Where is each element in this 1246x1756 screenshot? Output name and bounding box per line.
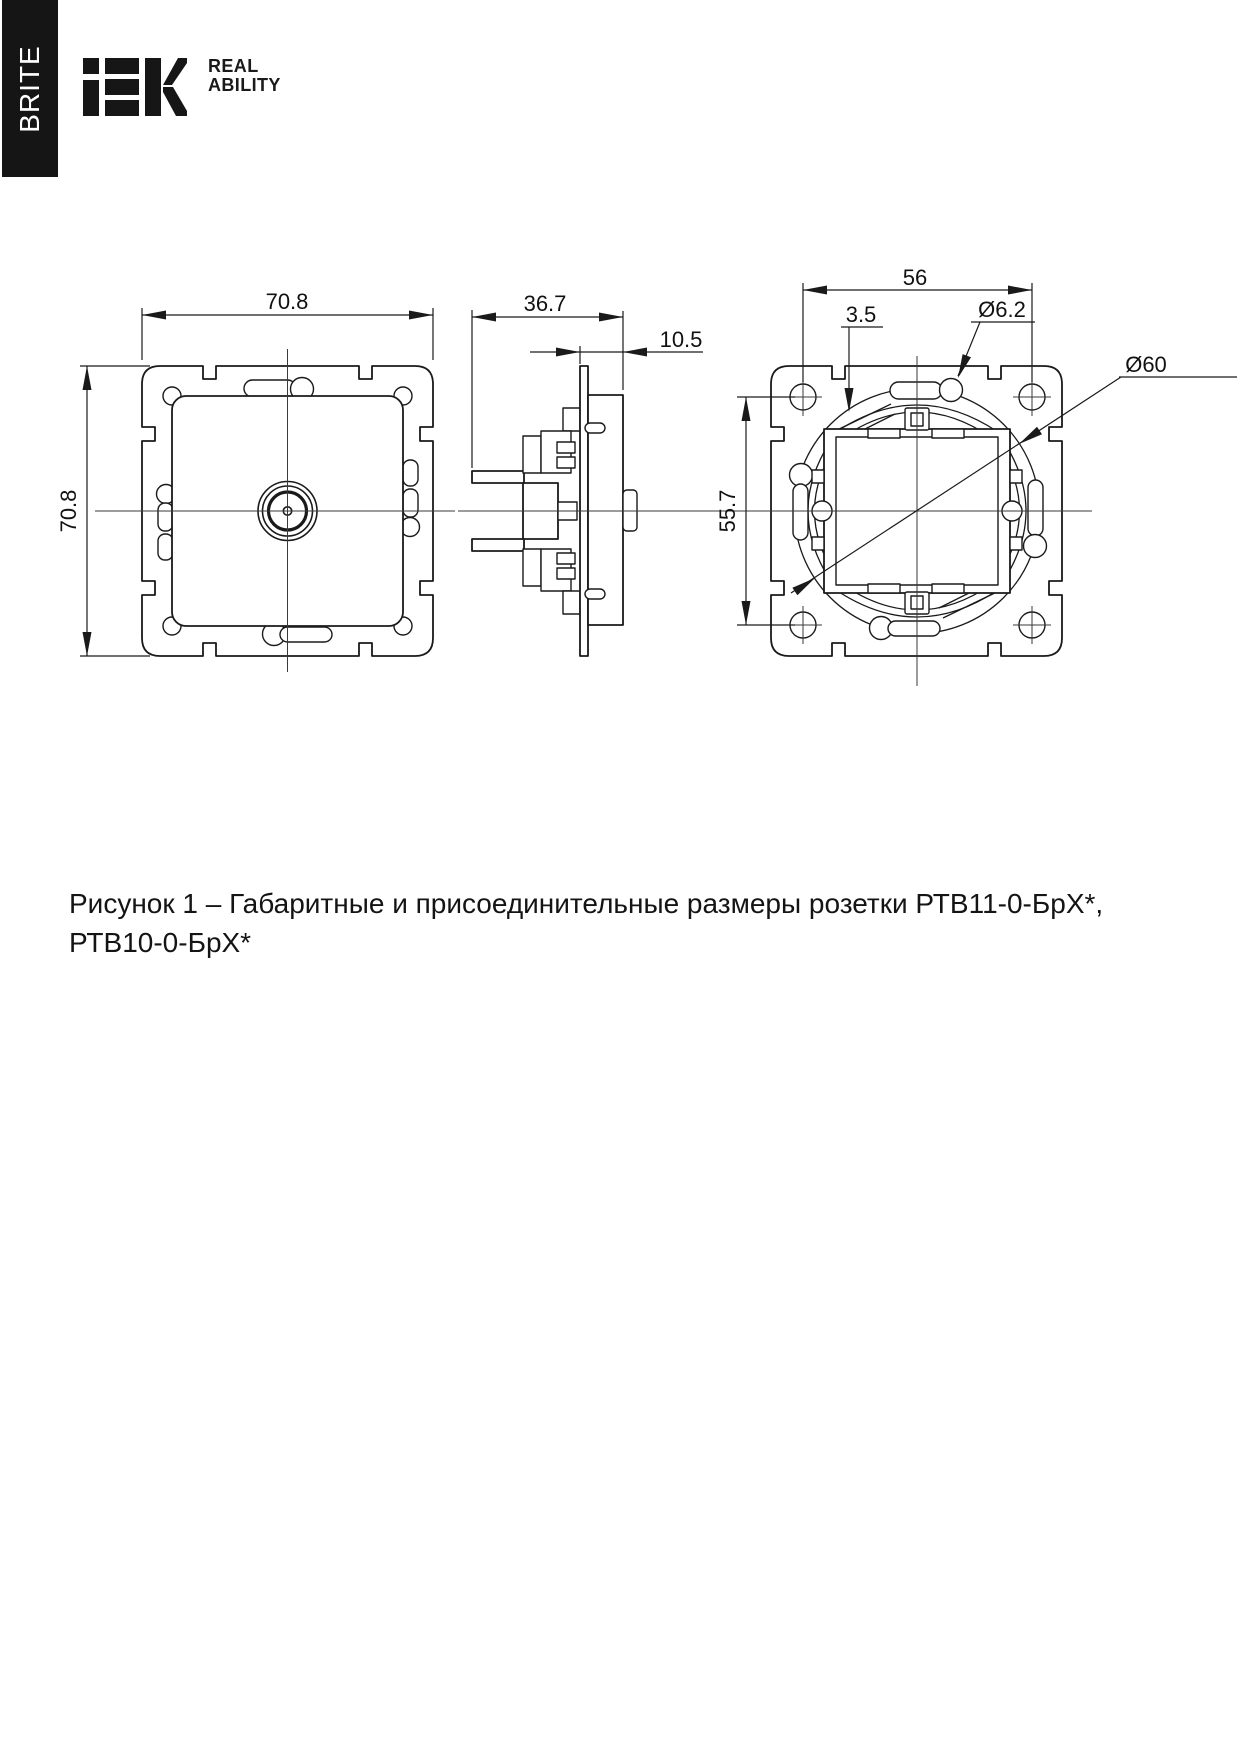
dim-label-hole-dia: Ø6.2	[978, 297, 1026, 322]
dim-label-hole-spacing-h: 56	[902, 265, 928, 290]
front-view	[95, 349, 455, 672]
dim-label-front-width: 70.8	[265, 289, 309, 314]
dim-label-depth-front: 10.5	[659, 327, 703, 352]
dim-label-bore-dia: Ø60	[1125, 352, 1167, 377]
mount-pin-bottom	[585, 589, 605, 599]
figure-caption	[69, 884, 1199, 962]
tagline-line1: REAL	[208, 56, 259, 76]
claw-arm-top	[472, 471, 524, 483]
dim-label-depth-total: 36.7	[523, 291, 567, 316]
dim-label-hole-spacing-v: 55.7	[715, 489, 740, 533]
figure-caption-line1: Рисунок 1 – Габаритные и присоединительные размеры розетки РТВ11-0-БрХ*,	[69, 888, 1104, 919]
dim-label-front-height: 70.8	[56, 489, 81, 533]
tagline-line2: ABILITY	[208, 75, 281, 95]
dimension-drawing	[0, 0, 1246, 760]
terminal-lower	[523, 549, 580, 614]
dim-label-claw-offset: 3.5	[845, 302, 877, 327]
terminal-upper	[523, 408, 580, 473]
dim-depth-front	[530, 327, 703, 364]
figure-caption-line2: РТВ10-0-БрХ*	[69, 927, 252, 958]
claw-arm-bottom	[472, 539, 524, 551]
mount-pin-top	[585, 423, 605, 433]
series-strip-label: BRITE	[14, 44, 45, 133]
